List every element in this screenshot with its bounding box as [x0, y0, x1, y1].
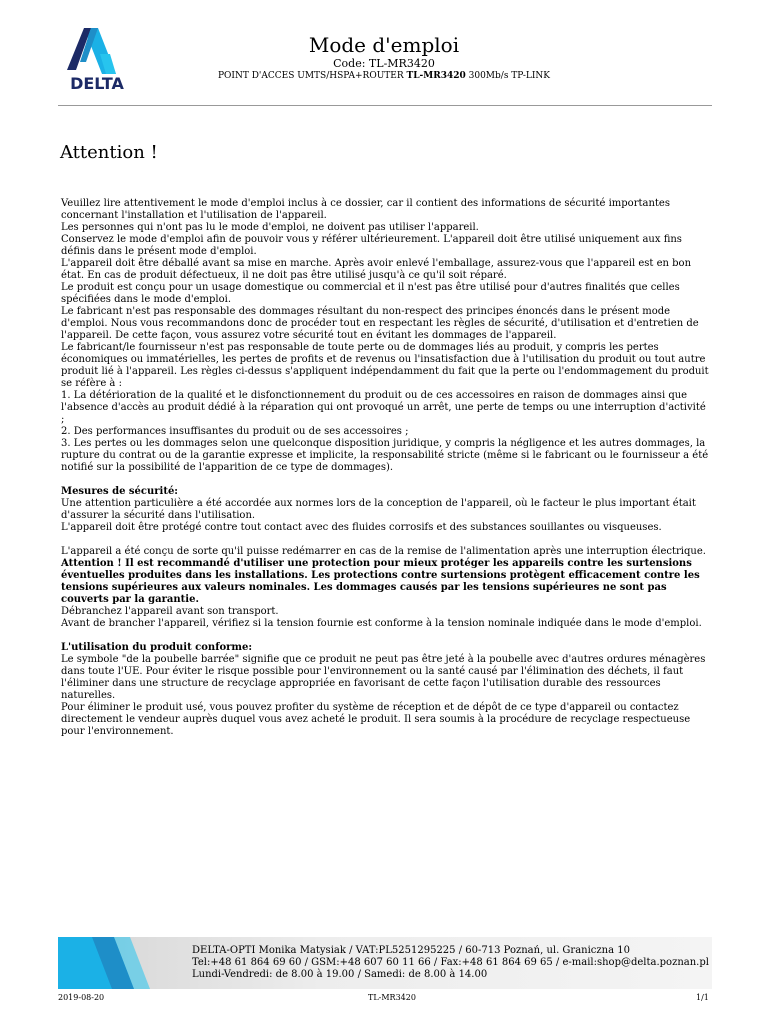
list-item: 2. Des performances insuffisantes du produit ou de ses accessoires ;: [61, 426, 409, 437]
delta-logo: [58, 24, 136, 94]
header-divider: [58, 105, 712, 106]
opening-hours: Lundi-Vendredi: de 8.00 à 19.00 / Samedi: de 8.00 à 14.00: [192, 969, 488, 980]
document-title: Mode d'emploi: [308, 33, 460, 57]
list-item: 3. Les pertes ou les dommages selon une quelconque disposition juridique, y compris la négligence et les autres dommages, la rupture du contrat ou de la garantie expresse et implicite, la responsabilité stricte (même si le fabricant ou le fournisseur a été notifié sur la possibilité de l'apparition de ce type de dommages).: [61, 438, 709, 473]
paragraph: Le fabricant n'est pas responsable des dommages résultant du non-respect des principes énoncés dans le présent mode d'emploi. Nous vous recommandons donc de procéder tout en respectant les règles de sécurité, d'utilisation et d'entretien de l'appareil. De cette façon, vous assurez votre sécurité tout en évitant les dommages de l'appareil.: [61, 306, 699, 341]
usage-heading: L'utilisation du produit conforme:: [61, 642, 253, 653]
paragraph: Conservez le mode d'emploi afin de pouvoir vous y référer ultérieurement. L'appareil doit être utilisé uniquement aux fins définis dans le présent mode d'emploi.: [61, 234, 682, 257]
company-contact: Tel:+48 61 864 69 60 / GSM:+48 607 60 11 66 / Fax:+48 61 864 69 65 / e-mail:shop@delta.poznan.pl: [192, 957, 709, 968]
product-description: POINT D'ACCES UMTS/HSPA+ROUTER TL-MR3420 300Mb/s TP-LINK: [217, 71, 551, 81]
paragraph: L'appareil doit être déballé avant sa mise en marche. Après avoir enlevé l'emballage, assurez-vous que l'appareil est en bon état. En cas de produit défectueux, il ne doit pas être utilisé jusqu'à ce qu'il soit réparé.: [61, 258, 692, 281]
paragraph: Les personnes qui n'ont pas lu le mode d'emploi, ne doivent pas utiliser l'appareil.: [61, 222, 479, 233]
paragraph: Pour éliminer le produit usé, vous pouvez profiter du système de réception et de dépôt de ce type d'appareil ou contactez directement le vendeur auprès duquel vous avez acheté le produit. Il sera soumis à la procédure de recyclage respectueuse pour l'environnement.: [61, 702, 691, 737]
paragraph: L'appareil doit être protégé contre tout contact avec des fluides corrosifs et des substances souillantes ou visqueuses.: [61, 522, 662, 533]
paragraph: Le symbole "de la poubelle barrée" signifie que ce produit ne peut pas être jeté à la poubelle avec d'autres ordures ménagères dans toute l'UE. Pour éviter le risque possible pour l'environnement ou la santé causé par l'élimination des déchets, il faut l'éliminer dans une structure de recyclage appropriée en favorisant de cette façon l'utilisation durable des ressources naturelles.: [61, 654, 706, 701]
footer-banner: [58, 937, 712, 989]
attention-heading: Attention !: [60, 142, 158, 163]
footer-code: TL-MR3420: [368, 993, 416, 1002]
paragraph: Le fabricant/le fournisseur n'est pas responsable de toute perte ou de dommages liés au produit, y compris les pertes économiques ou immatérielles, les pertes de profits et de revenus ou l'insatisfaction due à l'utilisation du produit ou tout autre produit lié à l'appareil. Les règles ci-dessus s'appliquent indépendamment du fait que la perte ou l'endommagement du produit se réfère à :: [61, 342, 709, 389]
security-heading: Mesures de sécurité:: [61, 486, 179, 497]
company-info: [192, 945, 709, 981]
document-body: [61, 198, 711, 738]
paragraph: Le produit est conçu pour un usage domestique ou commercial et il n'est pas être utilisé pour d'autres finalités que celles spécifiées dans le mode d'emploi.: [61, 282, 680, 305]
print-date: 2019-08-20: [58, 993, 105, 1002]
warning-text: Attention ! Il est recommandé d'utiliser une protection pour mieux protéger les appareils contre les surtensions éventuelles produites dans les installations. Les protections contre surtensions protègent efficacement contre les tensions supérieures aux valeurs nominales. Les dommages causés par les tensions supérieures ne sont pas couverts par la garantie.: [61, 558, 700, 605]
product-code: Code: TL-MR3420: [333, 57, 435, 70]
page-number: 1/1: [696, 993, 709, 1002]
product-model: TL-MR3420: [406, 71, 466, 81]
paragraph: Veuillez lire attentivement le mode d'emploi inclus à ce dossier, car il contient des informations de sécurité importantes concernant l'installation et l'utilisation de l'appareil.: [61, 198, 670, 221]
document-header: [150, 34, 618, 82]
paragraph: L'appareil a été conçu de sorte qu'il puisse redémarrer en cas de la remise de l'alimentation après une interruption électrique.: [61, 546, 706, 557]
logo-text: DELTA: [70, 74, 124, 93]
company-address: DELTA-OPTI Monika Matysiak / VAT:PL5251295225 / 60-713 Poznań, ul. Graniczna 10: [192, 945, 630, 956]
paragraph: Une attention particulière a été accordée aux normes lors de la conception de l'appareil, où le facteur le plus important était d'assurer la sécurité dans l'utilisation.: [61, 498, 696, 521]
footer-logo-graphic: [58, 937, 182, 989]
paragraph: Débranchez l'appareil avant son transport.: [61, 606, 279, 617]
paragraph: Avant de brancher l'appareil, vérifiez si la tension fournie est conforme à la tension nominale indiquée dans le mode d'emploi.: [61, 618, 702, 629]
list-item: 1. La détérioration de la qualité et le disfonctionnement du produit ou de ces accessoires en raison de dommages ainsi que l'absence d'accès au produit dédié à la réparation qui ont provoqué un arrêt, une perte de temps ou une interruption d'activité ;: [61, 390, 706, 425]
